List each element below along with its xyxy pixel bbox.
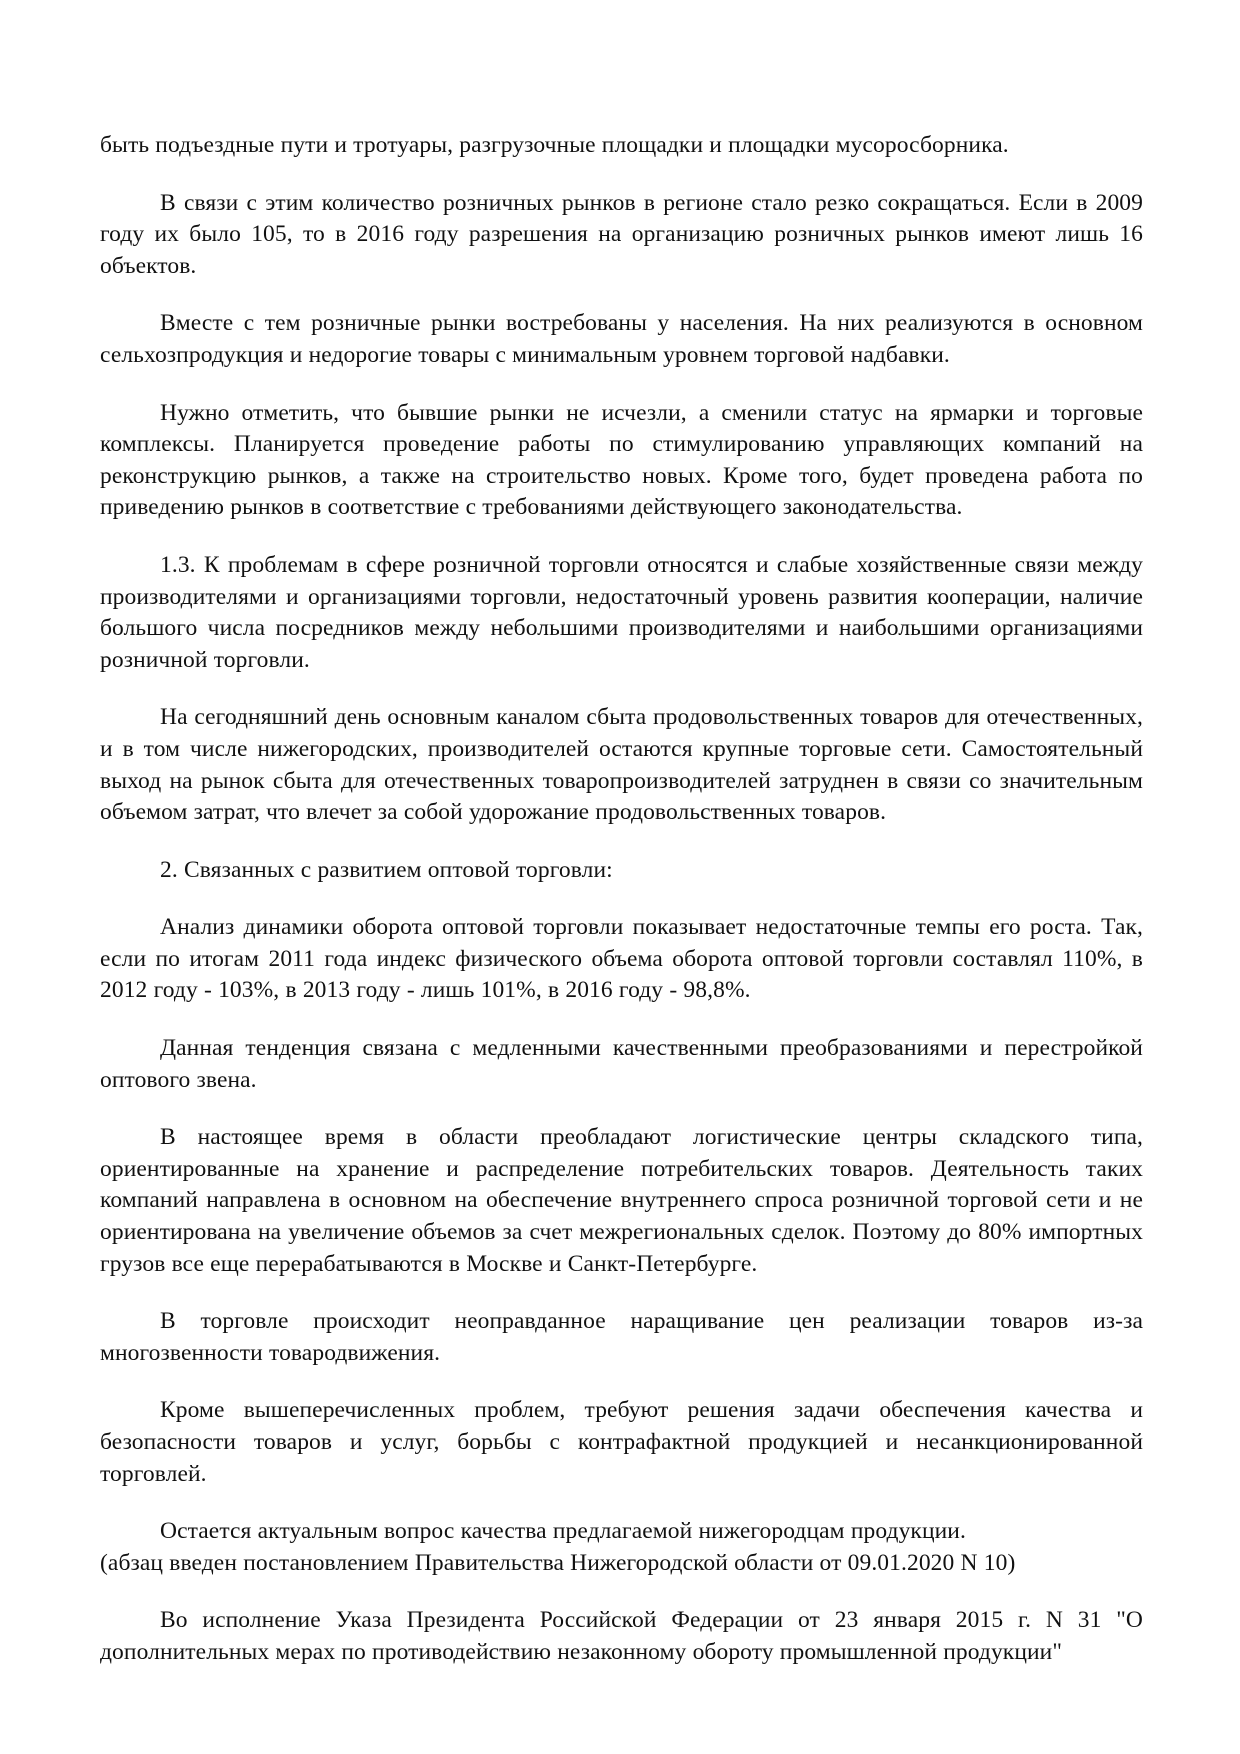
document-text-body — [100, 130, 1143, 1669]
paragraph-presidential-decree: Во исполнение Указа Президента Российской Федерации от 23 января 2015 г. N 31 "О дополнительных мерах по противодействию незаконному обороту промышленной продукции" — [100, 1607, 1143, 1665]
paragraph-logistics-centers: В настоящее время в области преобладают логистические центры складского типа, ориентированные на хранение и распределение потребительских товаров. Деятельность таких компаний направлена в основном на обеспечение внутреннего спроса розничной торговой сети и не ориентирована на увеличение объемов за счет межрегиональных сделок. Поэтому до 80% импортных грузов все еще перерабатываются в Москве и Санкт-Петербурге. — [100, 1124, 1143, 1277]
paragraph-market-count: В связи с этим количество розничных рынков в регионе стало резко сокращаться. Если в 2009 году их было 105, то в 2016 году разрешения на организацию розничных рынков имеют лишь 16 объектов. — [100, 189, 1143, 279]
paragraph-retail-chains: На сегодняшний день основным каналом сбыта продовольственных товаров для отечественных, и в том числе нижегородских, производителей остаются крупные торговые сети. Самостоятельный выход на рынок сбыта для отечественных товаропроизводителей затруднен в связи со значительным объемом затрат, что влечет за собой удорожание продовольственных товаров. — [100, 704, 1143, 826]
paragraph-amendment-note: (абзац введен постановлением Правительства Нижегородской области от 09.01.2020 N 10) — [100, 1549, 1016, 1576]
paragraph-slow-transformation: Данная тенденция связана с медленными качественными преобразованиями и перестройкой оптового звена. — [100, 1035, 1143, 1093]
paragraph-quality-question: Остается актуальным вопрос качества предлагаемой нижегородцам продукции. — [160, 1518, 966, 1545]
paragraph-access-roads: быть подъездные пути и тротуары, разгрузочные площадки и площадки мусоросборника. — [100, 132, 1009, 158]
paragraph-retail-problems-1-3: 1.3. К проблемам в сфере розничной торговли относятся и слабые хозяйственные связи между производителями и организациями торговли, недостаточный уровень развития кооперации, наличие большого числа посредников между небольшими производителями и наибольшими организациями розничной торговли. — [100, 551, 1143, 673]
paragraph-wholesale-heading: 2. Связанных с развитием оптовой торговли: — [160, 856, 613, 883]
paragraph-wholesale-dynamics: Анализ динамики оборота оптовой торговли показывает недостаточные темпы его роста. Так, если по итогам 2011 года индекс физического объема оборота оптовой торговли составлял 110%, в 2012 году - 103%, в 2013 году - лишь 101%, в 2016 году - 98,8%. — [100, 914, 1143, 1004]
paragraph-price-markup: В торговле происходит неоправданное наращивание цен реализации товаров из-за многозвенности товародвижения. — [100, 1308, 1143, 1366]
paragraph-former-markets: Нужно отметить, что бывшие рынки не исчезли, а сменили статус на ярмарки и торговые комплексы. Планируется проведение работы по стимулированию управляющих компаний на реконструкцию рынков, а также на строительство новых. Кроме того, будет проведена работа по приведению рынков в соответствие с требованиями действующего законодательства. — [100, 399, 1143, 521]
paragraph-markets-demand: Вместе с тем розничные рынки востребованы у населения. На них реализуются в основном сельхозпродукция и недорогие товары с минимальным уровнем торговой надбавки. — [100, 310, 1143, 368]
paragraph-quality-safety: Кроме вышеперечисленных проблем, требуют решения задачи обеспечения качества и безопасности товаров и услуг, борьбы с контрафактной продукцией и несанкционированной торговлей. — [100, 1397, 1143, 1487]
